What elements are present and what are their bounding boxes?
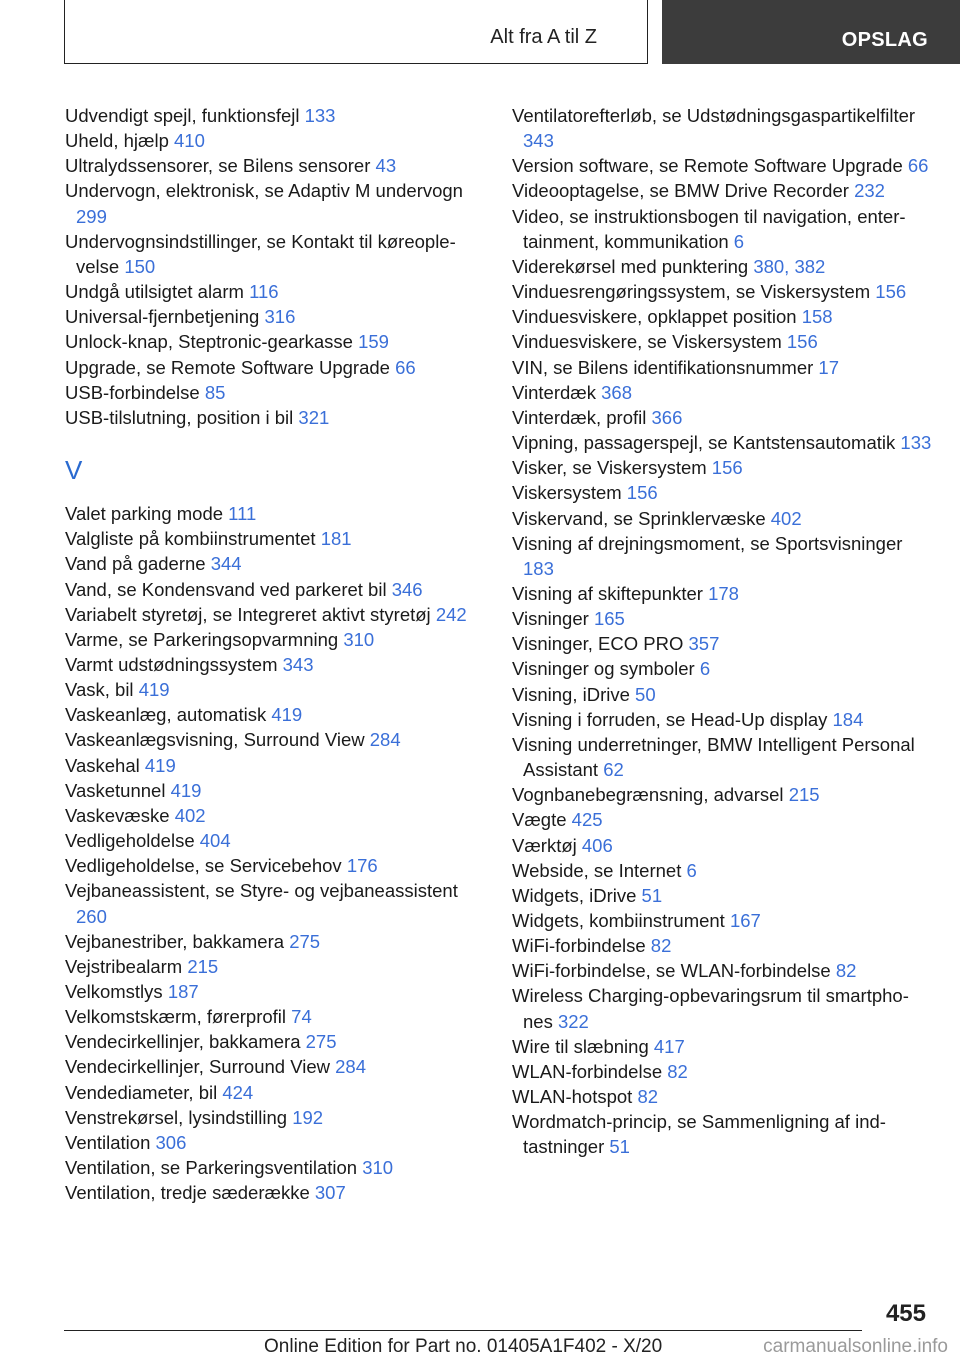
index-entry (65, 979, 485, 1004)
index-term: WiFi-forbindelse, se WLAN-forbindelse (512, 960, 836, 982)
index-entry (512, 204, 932, 254)
page-link[interactable]: 66 (395, 356, 416, 378)
page-link[interactable]: 74 (291, 1006, 312, 1028)
index-entry (512, 631, 932, 656)
index-entry (512, 279, 932, 304)
page-link[interactable]: 402 (174, 804, 206, 826)
page-link[interactable]: 178 (708, 582, 739, 604)
index-term: Variabelt styretøj, se Integreret aktivt styretøj (65, 603, 436, 625)
index-term: Wireless Charging-opbevaringsrum til smartphones (512, 985, 909, 1032)
index-term: Velkomstlys (65, 981, 168, 1002)
index-term: WLAN-forbindelse (512, 1060, 668, 1082)
index-entry (65, 1180, 485, 1205)
page-number: 455 (885, 1300, 926, 1327)
index-term: Ultralydssensorer, se Bilens sensorer (65, 155, 376, 177)
page-link[interactable]: 82 (667, 1060, 688, 1082)
index-term: Undgå utilsigtet alarm (65, 281, 250, 303)
index-entry (65, 1054, 485, 1079)
page-link[interactable]: 82 (637, 1086, 659, 1108)
page-link[interactable]: 404 (199, 830, 231, 852)
index-entry (512, 430, 932, 455)
letter-heading: V (65, 455, 83, 486)
index-term: Vinduesrengøringssystem, se Viskersystem (512, 281, 876, 303)
page-link[interactable]: 82 (835, 960, 857, 982)
index-term: Varme, se Parkeringsopvarmning (65, 628, 344, 650)
index-entry (512, 883, 932, 908)
index-entry (65, 627, 485, 652)
page-link[interactable]: 343 (523, 130, 554, 152)
index-entry (512, 178, 932, 203)
index-entry (512, 707, 932, 732)
index-term: Varmt udstødningssystem (65, 653, 283, 675)
index-term: Vinduesviskere, opklappet position (512, 306, 802, 328)
index-term: Upgrade, se Remote Software Upgrade (65, 356, 396, 378)
index-entry (65, 803, 485, 828)
index-term: Valet parking mode (65, 503, 229, 525)
index-term: Valgliste på kombiinstrumentet (65, 528, 321, 550)
index-entry (65, 1029, 485, 1054)
page-link[interactable]: 306 (155, 1131, 187, 1153)
page-link[interactable]: 6 (733, 230, 745, 252)
page-link[interactable]: 275 (305, 1031, 337, 1053)
index-entry (512, 656, 932, 681)
index-term: Vognbanebegrænsning, advarsel (512, 784, 789, 806)
index-entry (65, 178, 485, 228)
page-link[interactable]: 410 (174, 130, 205, 152)
page-link[interactable]: 419 (144, 754, 176, 776)
index-term: Vejbaneassistent, se Styre- og vejbaneassistent (65, 880, 458, 902)
index-term: Videooptagelse, se BMW Drive Recorder (512, 180, 855, 202)
index-term: Vedligeholdelse, se Servicebehov (65, 855, 347, 877)
index-entry (65, 652, 485, 677)
page-link[interactable]: 158 (801, 306, 833, 328)
index-term: Wire til slæbning (512, 1035, 654, 1057)
index-term: Uheld, hjælp (65, 130, 175, 152)
page-link[interactable]: 424 (222, 1081, 254, 1103)
index-term: Vægte (512, 809, 572, 831)
index-entry (512, 958, 932, 983)
page-link[interactable]: 50 (635, 683, 656, 705)
index-entry (65, 954, 485, 979)
page-link[interactable]: 316 (264, 306, 296, 328)
page-link[interactable]: 232 (854, 180, 885, 202)
index-entry (65, 103, 485, 128)
index-entry (512, 254, 932, 279)
index-term: WLAN-hotspot (512, 1086, 638, 1108)
page-link[interactable]: 85 (204, 381, 226, 403)
page-link[interactable]: 82 (650, 935, 672, 957)
index-term: VIN, se Bilens identifikationsnummer (512, 356, 819, 378)
index-term: Universal-fjernbetjening (65, 306, 265, 328)
index-column-right (512, 103, 932, 1160)
index-entry (65, 501, 485, 526)
index-entry (65, 551, 485, 576)
index-entry (512, 581, 932, 606)
index-term: Værktøj (512, 834, 582, 856)
index-term: Visning i forruden, se Head-Up display (512, 708, 833, 730)
section-title: Alt fra A til Z (490, 26, 597, 48)
index-term: Velkomstskærm, førerprofil (65, 1006, 292, 1028)
page-link[interactable]: 176 (346, 855, 378, 877)
index-entry (65, 727, 485, 752)
index-entry (512, 304, 932, 329)
index-term: Vasketunnel (65, 779, 171, 801)
index-term: Ventilatorefterløb, se Udstødningsgaspartikelfilter (512, 105, 916, 126)
page-link[interactable]: 183 (523, 557, 554, 579)
index-term: Undervogn, elektronisk, se Adaptiv M undervogn (65, 180, 463, 202)
section-tab-label: OPSLAG (841, 29, 928, 51)
index-term: Vaskevæske (65, 804, 175, 826)
index-term: Vendecirkellinjer, Surround View (65, 1056, 336, 1078)
page-link[interactable]: 116 (249, 281, 279, 303)
page-link[interactable]: 159 (358, 331, 389, 353)
index-entry (512, 782, 932, 807)
index-entry (512, 933, 932, 958)
index-entry (65, 602, 485, 627)
index-entry (512, 355, 932, 380)
page-link[interactable]: 322 (557, 1010, 589, 1032)
page-link[interactable]: 165 (593, 608, 625, 630)
page-link[interactable]: 156 (626, 482, 658, 504)
index-entry (512, 908, 932, 933)
page-link[interactable]: 156 (875, 281, 907, 303)
index-term: Venstrekørsel, lysindstilling (65, 1106, 293, 1128)
page-link[interactable]: 344 (210, 553, 242, 575)
page-link[interactable]: 346 (391, 578, 423, 600)
index-term: Vask, bil (65, 679, 139, 701)
page-link[interactable]: 260 (76, 905, 107, 927)
index-term: Vedligeholdelse (65, 830, 200, 852)
index-entry (512, 606, 932, 631)
index-entry (65, 329, 485, 354)
index-term: Visninger (512, 608, 594, 630)
index-term: Vinduesviskere, se Viskersystem (512, 331, 787, 353)
index-entry (512, 380, 932, 405)
index-term: Vejbanestriber, bakkamera (65, 930, 290, 952)
index-term: Vinterdæk, profil (512, 406, 652, 428)
page-link[interactable]: 310 (343, 628, 375, 650)
index-entry (512, 531, 932, 581)
page-link[interactable]: 181 (320, 528, 352, 550)
index-entry (65, 677, 485, 702)
index-term: Visninger og symboler (512, 658, 700, 680)
index-term: Webside, se Internet (512, 859, 687, 881)
page-link[interactable]: 284 (335, 1056, 366, 1078)
index-entry (512, 732, 932, 782)
index-term: Widgets, iDrive (512, 884, 642, 906)
index-entry (512, 858, 932, 883)
index-term: Version software, se Remote Software Upgrade (512, 155, 908, 177)
index-entry (65, 702, 485, 727)
index-entry (65, 1004, 485, 1029)
index-entry (512, 1109, 932, 1159)
index-term: Visninger, ECO PRO (512, 633, 689, 655)
edition-note: Online Edition for Part no. 01405A1F402 - X/20 (264, 1336, 663, 1357)
index-entry (65, 753, 485, 778)
index-term: Vaskeanlægsvisning, Surround View (65, 729, 370, 751)
index-entry (512, 329, 932, 354)
index-entry (65, 279, 485, 304)
page-link[interactable]: 51 (641, 884, 663, 906)
index-entry (65, 1155, 485, 1180)
index-entry (65, 526, 485, 551)
index-entry (512, 807, 932, 832)
index-entry (512, 455, 932, 480)
index-term: Vipning, passagerspejl, se Kantstensautomatik (512, 432, 901, 454)
index-term: Video, se instruktionsbogen til navigation, entertainment, kommunikation (512, 205, 906, 252)
page-link[interactable]: 133 (304, 105, 336, 126)
page-link[interactable]: 406 (581, 834, 613, 856)
page-link[interactable]: 150 (124, 255, 156, 277)
index-term: Ventilation (65, 1131, 156, 1153)
index-term: Viderekørsel med punktering (512, 255, 754, 277)
page-link[interactable]: 66 (907, 155, 929, 177)
index-entry (512, 480, 932, 505)
index-entry (65, 929, 485, 954)
page-link[interactable]: 156 (711, 457, 743, 479)
index-entry (512, 983, 932, 1033)
page-link[interactable]: 307 (314, 1182, 346, 1204)
index-term: Vinterdæk (512, 381, 602, 403)
page-link[interactable]: 284 (369, 729, 401, 751)
page-link[interactable]: 357 (688, 633, 720, 655)
index-entry (512, 1084, 932, 1109)
index-term: Undervognsindstillinger, se Kontakt til køreoplevelse (65, 230, 456, 277)
page-link[interactable]: 417 (653, 1035, 685, 1057)
page-link[interactable]: 6 (699, 658, 711, 680)
index-term: Visning af drejningsmoment, se Sportsvisninger (512, 532, 903, 554)
index-entry (65, 128, 485, 153)
index-term: Vand, se Kondensvand ved parkeret bil (65, 578, 392, 600)
index-term: Wordmatch-princip, se Sammenligning af indtastninger (512, 1111, 886, 1158)
page-link[interactable]: 215 (788, 784, 820, 806)
page-link[interactable]: 17 (818, 356, 839, 378)
page-link[interactable]: 366 (651, 406, 683, 428)
page-link[interactable]: 43 (375, 155, 397, 177)
index-entry (65, 577, 485, 602)
page-link[interactable]: 192 (292, 1106, 324, 1128)
index-term: Vendecirkellinjer, bakkamera (65, 1031, 306, 1053)
index-term: Vaskehal (65, 754, 145, 776)
page-link[interactable]: 51 (609, 1136, 630, 1158)
index-entry (512, 506, 932, 531)
index-term: Vaskeanlæg, automatisk (65, 704, 272, 726)
index-entry (512, 153, 932, 178)
page-link[interactable]: 310 (362, 1157, 394, 1179)
index-term: Visker, se Viskersystem (512, 457, 712, 479)
page-link[interactable]: 62 (603, 759, 624, 781)
index-entry (512, 1059, 932, 1084)
index-entry (65, 778, 485, 803)
index-term: Vendediameter, bil (65, 1081, 223, 1103)
index-entry (65, 229, 485, 279)
index-entry (65, 1080, 485, 1105)
index-term: Ventilation, tredje sæderække (65, 1182, 315, 1204)
footer-divider (64, 1330, 862, 1331)
page-link[interactable]: 133 (900, 432, 932, 454)
page-link[interactable]: 321 (298, 406, 330, 428)
index-entry (65, 878, 485, 928)
index-entry (65, 304, 485, 329)
index-column-left (65, 103, 485, 1205)
index-term: Vand på gaderne (65, 553, 211, 575)
index-term: Visning underretninger, BMW Intelligent Personal Assistant (512, 733, 915, 781)
watermark: carmanualsonline.info (763, 1336, 948, 1357)
page-link[interactable]: 419 (170, 779, 202, 801)
index-entry (512, 833, 932, 858)
index-entry (65, 405, 485, 430)
page-link[interactable]: 275 (289, 930, 321, 952)
page-link[interactable]: 402 (770, 507, 802, 529)
index-entry (65, 828, 485, 853)
page-link[interactable]: 368 (601, 381, 632, 403)
index-term: USB-forbindelse (65, 381, 205, 403)
index-term: Unlock-knap, Steptronic-gearkasse (65, 331, 359, 353)
index-entry (65, 380, 485, 405)
index-term: Visning, iDrive (512, 683, 636, 705)
index-entry (512, 405, 932, 430)
page-link[interactable]: 167 (729, 910, 761, 931)
page-link[interactable]: 156 (786, 331, 818, 353)
index-term: Udvendigt spejl, funktionsfejl (65, 105, 305, 126)
index-entry (65, 153, 485, 178)
page-link[interactable]: 187 (167, 981, 199, 1002)
index-entry (65, 853, 485, 878)
page-link[interactable]: 343 (282, 653, 314, 675)
page-link[interactable]: 419 (138, 679, 170, 701)
index-entry (512, 103, 932, 153)
index-entry (65, 1105, 485, 1130)
index-entry (512, 682, 932, 707)
page-link[interactable]: 380, 382 (753, 255, 826, 277)
index-term: Visning af skiftepunkter (512, 582, 709, 604)
index-term: Viskersystem (512, 482, 627, 504)
index-term: Viskervand, se Sprinklervæske (512, 507, 771, 529)
index-term: Widgets, kombiinstrument (512, 910, 730, 931)
page-link[interactable]: 299 (76, 205, 107, 227)
page-link[interactable]: 425 (571, 809, 603, 831)
page-link[interactable]: 242 (435, 603, 467, 625)
section-tab[interactable] (662, 0, 960, 64)
page-link[interactable]: 215 (187, 955, 219, 977)
index-entry (512, 1034, 932, 1059)
page-link[interactable]: 419 (271, 704, 303, 726)
index-term: WiFi-forbindelse (512, 935, 651, 957)
index-entry (65, 355, 485, 380)
index-term: USB-tilslutning, position i bil (65, 406, 299, 428)
page-link[interactable]: 184 (832, 708, 864, 730)
page-link[interactable]: 6 (686, 859, 697, 881)
index-term: Ventilation, se Parkeringsventilation (65, 1157, 363, 1179)
header-frame (64, 0, 648, 64)
index-term: Vejstribealarm (65, 955, 188, 977)
index-entry (65, 1130, 485, 1155)
page-link[interactable]: 111 (228, 503, 257, 525)
